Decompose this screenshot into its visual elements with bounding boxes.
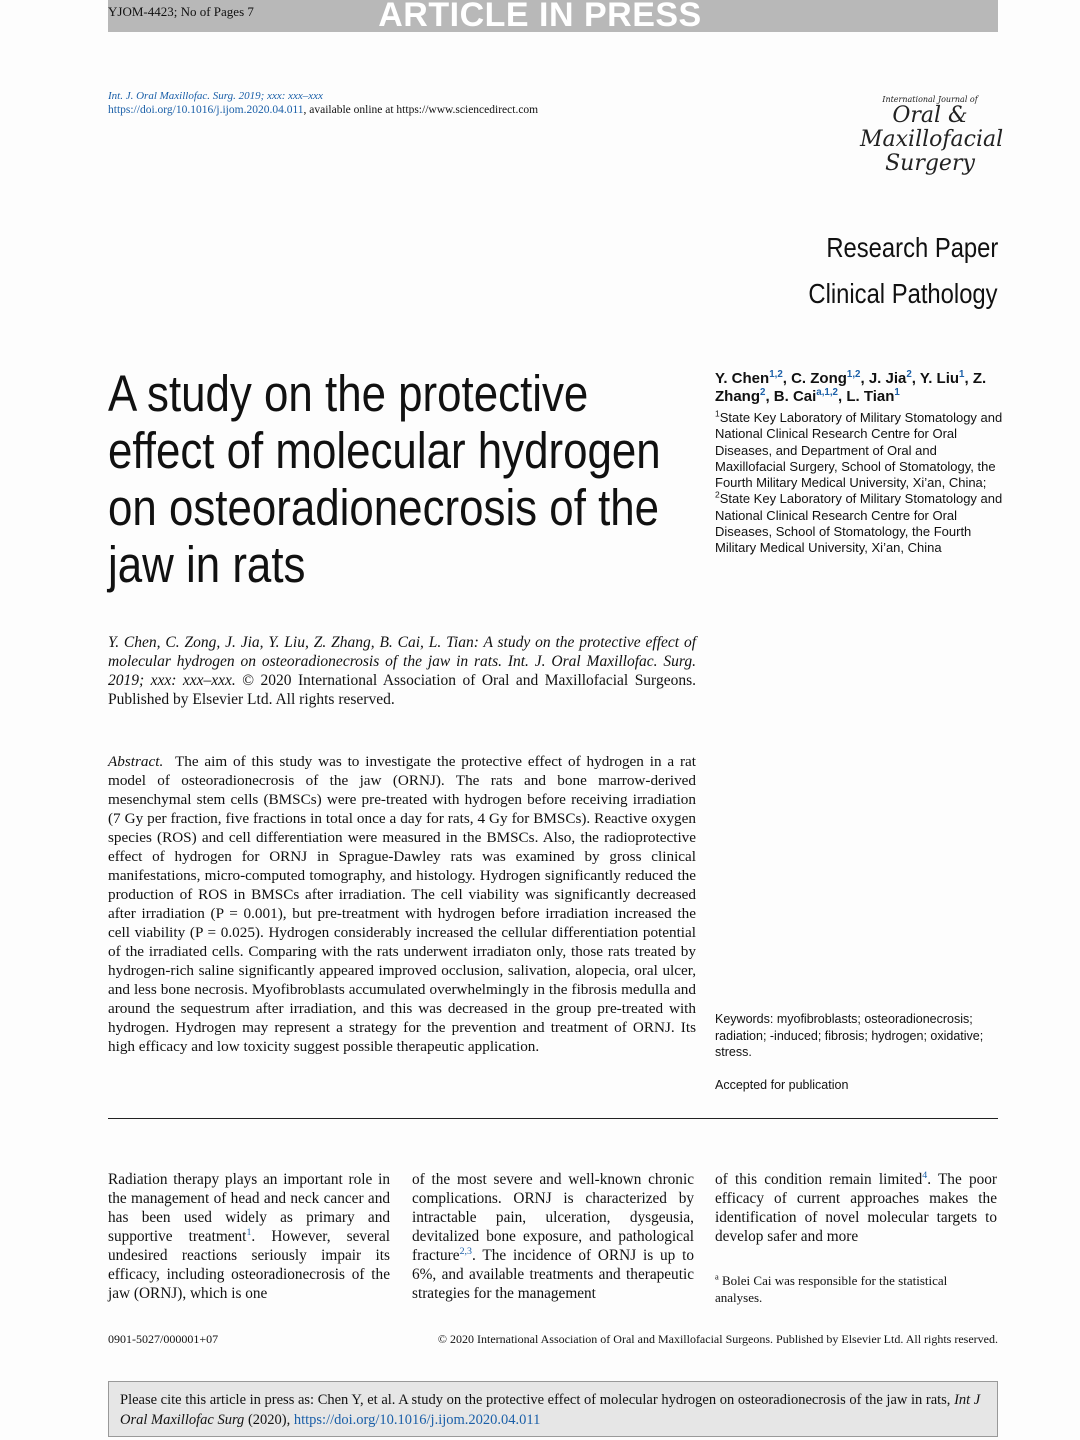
keywords: Keywords: myofibroblasts; osteoradionecrosis; radiation; -induced; fibrosis; hydrogen; oxidative; stress. bbox=[715, 1012, 984, 1059]
author: C. Zong bbox=[791, 370, 847, 387]
author-affil-ref[interactable]: 2 bbox=[760, 387, 766, 398]
author-affil-ref[interactable]: 2 bbox=[906, 369, 912, 380]
logo-line-3: Surgery bbox=[885, 151, 975, 176]
abstract-text: The aim of this study was to investigate the protective effect of hydrogen in a rat model of osteoradionecrosis of the jaw (ORNJ). The rats and bone marrow-derived mesenchymal stem cells (BMSCs) were pre-treated with hydrogen before receiving irradiation (7 Gy per fraction, five fractions in total once a day for rats, 4 Gy for BMSCs). Reactive oxygen species (ROS) and cell differentiation were measured in the BMSCs. Also, the radioprotective effect of hydrogen for ORNJ in Sprague-Dawley rats was examined by gross clinical manifestations, micro-computed tomography, and histology. Hydrogen significantly reduced the production of ROS in BMSCs after irradiation. The cell viability was significantly decreased after irradiation (P = 0.001), but pre-treatment with hydrogen before irradiation increased the cell viability (P = 0.025). Hydrogen considerably increased the cellular differentiation potential of the irradiated cells. Comparing with the rats underwent irradiaton only, those rats treated by hydrogen-rich saline significantly appeared improved occlusion, salivation, alopecia, oral ulcer, and less bone necrosis. Myofibroblasts accumulated overwhelmingly in the fibrosis medulla and around the sequestrum after irradiation, and this was decreased in the group pre-treated with hydrogen. Hydrogen may represent a strategy for the prevention and treatment of ORNJ. Its high efficacy and low toxicity suggest possible therapeutic application. bbox=[108, 753, 696, 1055]
doi-line bbox=[108, 104, 538, 116]
journal-reference-link[interactable]: Int. J. Oral Maxillofac. Surg. 2019; xxx: xxx–xxx bbox=[108, 90, 323, 102]
doi-link[interactable]: https://doi.org/10.1016/j.ijom.2020.04.011 bbox=[108, 104, 304, 116]
body-column-1 bbox=[108, 1170, 390, 1303]
reference-link[interactable]: 1 bbox=[246, 1226, 252, 1238]
body-text: . The incidence of ORNJ is up to 6%, and available treatments and therapeutic strategies for the management bbox=[412, 1247, 694, 1302]
footer-copyright: © 2020 International Association of Oral and Maxillofacial Surgeons. Published by Elsevier Ltd. All rights reserved. bbox=[437, 1332, 998, 1346]
footnote-marker: a bbox=[715, 1271, 719, 1282]
abstract-label: Abstract. bbox=[108, 753, 164, 770]
cite-this-text bbox=[120, 1390, 990, 1430]
author-list: Y. Chen$^{1,2}$, C. Zong$^{1,2}$, J. Jia$^2$, Y. Liu$^1$, Z. Zhang$^2$, B. Cai$^{a,1,2}$, L. Tian$^1$ bbox=[715, 369, 987, 405]
paper-type: Research Paper bbox=[826, 232, 998, 263]
author-affil-ref[interactable]: a,1,2 bbox=[816, 387, 838, 398]
affiliation-2: State Key Laboratory of Military Stomatology and National Clinical Research Centre for Oral Diseases, School of Stomatology, the Fourth Military Medical University, Xi’an, China bbox=[715, 491, 1003, 556]
body-column-2 bbox=[412, 1170, 694, 1303]
cite-doi-link[interactable]: https://doi.org/10.1016/j.ijom.2020.04.011 bbox=[293, 1412, 541, 1428]
author-affil-ref[interactable]: 1,2 bbox=[769, 369, 783, 380]
author: B. Cai bbox=[773, 388, 817, 405]
footnote bbox=[715, 1272, 997, 1306]
cite-journal: Int J Oral Maxillofac Surg bbox=[120, 1392, 981, 1428]
body-text: Radiation therapy plays an important role in the management of head and neck cancer and has been used widely as primary and supportive treatment bbox=[108, 1171, 390, 1245]
abstract bbox=[108, 752, 696, 1056]
affiliation-1: State Key Laboratory of Military Stomatology and National Clinical Research Centre for Oral Diseases, and Department of Oral and Maxillofacial Surgery, School of Stomatology, the Fourth Military Medical University, Xi’an, China; bbox=[715, 410, 1003, 491]
article-in-press-label: ARTICLE IN PRESS bbox=[378, 0, 702, 34]
divider bbox=[108, 1118, 998, 1119]
doi-suffix: , available online at https://www.sciencedirect.com bbox=[303, 104, 539, 116]
author: J. Jia bbox=[868, 370, 907, 387]
how-to-cite bbox=[108, 633, 696, 709]
paper-category: Clinical Pathology bbox=[808, 278, 998, 309]
author-affil-ref[interactable]: 1 bbox=[894, 387, 900, 398]
cite-text: Please cite this article in press as: Chen Y, et al. A study on the protective effect of molecular hydrogen on osteoradionecrosis of the jaw in rats, bbox=[120, 1392, 955, 1408]
footnote-text: Bolei Cai was responsible for the statistical analyses. bbox=[715, 1273, 948, 1305]
affiliations bbox=[715, 410, 1005, 557]
reference-link[interactable]: 2,3 bbox=[459, 1245, 472, 1257]
article-title: A study on the protective effect of molecular hydrogen on osteoradionecrosis of the jaw in rats bbox=[108, 365, 661, 593]
citation-italic: Y. Chen, C. Zong, J. Jia, Y. Liu, Z. Zhang, B. Cai, L. Tian: A study on the protective effect of molecular hydrogen on osteoradionecrosis of the jaw in rats. Int. J. Oral Maxillofac. Surg. 2019; xxx: xxx–xxx. bbox=[108, 634, 696, 689]
author: Y. Liu bbox=[919, 370, 960, 387]
author-affil-ref[interactable]: 1 bbox=[959, 369, 965, 380]
body-text: . However, several undesired reactions seriously impair its efficacy, including osteoradionecrosis of the jaw (ORNJ), which is one bbox=[108, 1228, 390, 1302]
reference-link[interactable]: 4 bbox=[922, 1169, 928, 1181]
logo-line-1: Oral & bbox=[892, 103, 968, 128]
logo-small-text: International Journal of bbox=[882, 95, 978, 104]
cite-year: (2020), bbox=[244, 1412, 294, 1428]
affil-marker: 2 bbox=[715, 490, 720, 501]
logo-line-2: Maxillofacial bbox=[860, 127, 1004, 152]
affil-marker: 1 bbox=[715, 408, 720, 419]
journal-logo bbox=[860, 95, 1004, 176]
author-affil-ref[interactable]: 1,2 bbox=[846, 369, 861, 380]
body-column-3 bbox=[715, 1170, 997, 1246]
author: L. Tian bbox=[846, 388, 895, 405]
author: Z. Zhang bbox=[715, 370, 987, 405]
citation-copyright: © 2020 International Association of Oral and Maxillofacial Surgeons. Published by Elsevier Ltd. All rights reserved. bbox=[108, 672, 696, 708]
issn: 0901-5027/000001+07 bbox=[108, 1332, 219, 1346]
manuscript-id: YJOM-4423; No of Pages 7 bbox=[108, 4, 254, 19]
accepted-note: Accepted for publication bbox=[715, 1078, 849, 1092]
body-text: of this condition remain limited bbox=[715, 1171, 923, 1188]
body-text: of the most severe and well-known chronic complications. ORNJ is characterized by intractable pain, ulceration, dysgeusia, devitalized bone exposure, and pathological fracture bbox=[412, 1171, 694, 1264]
body-text: . The poor efficacy of current approaches makes the identification of novel molecular targets to develop safer and more bbox=[715, 1171, 997, 1245]
author: Y. Chen bbox=[715, 370, 770, 387]
